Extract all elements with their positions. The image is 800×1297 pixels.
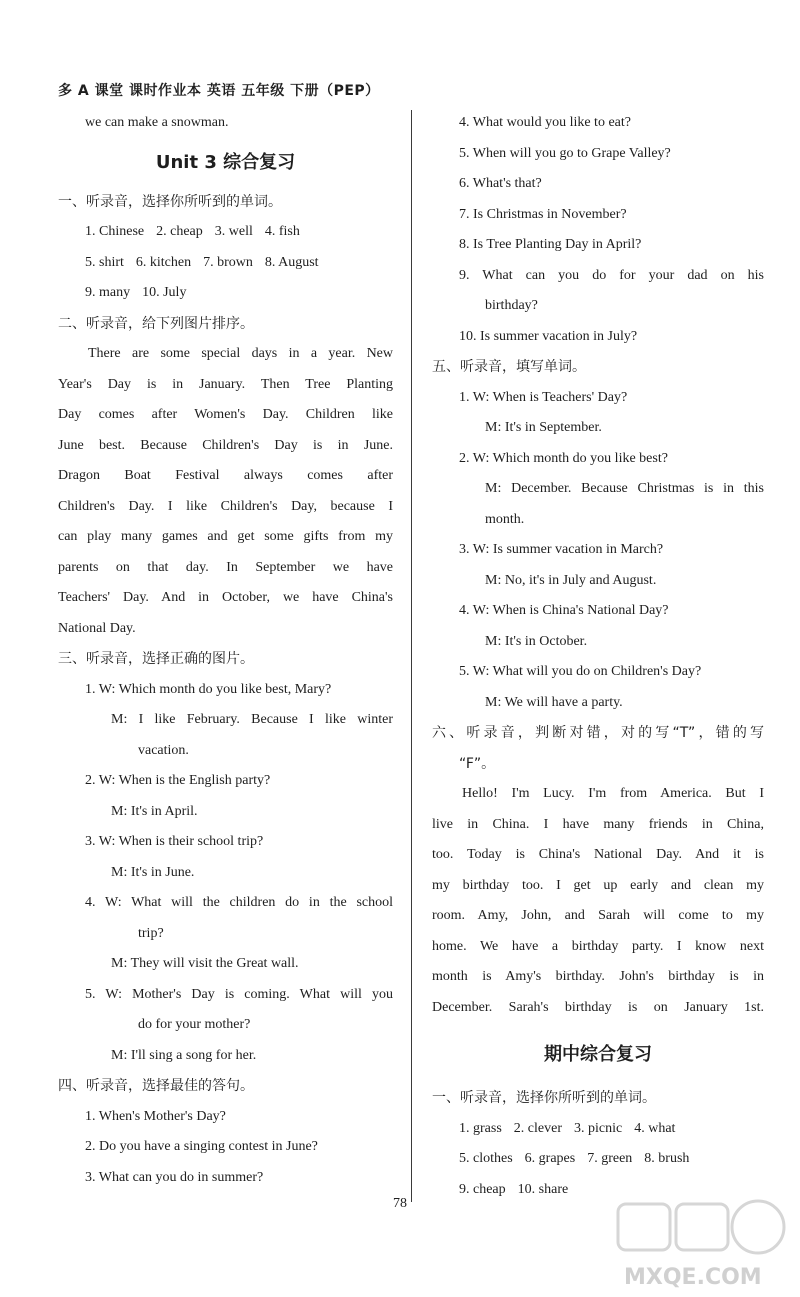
section6-heading: 六、听录音，判断对错，对的写“T”，错的写 <box>432 725 764 741</box>
passage-line: June best. Because Children's Day is in June. <box>58 437 393 453</box>
passage-line: month is Amy's birthday. John's birthday is in <box>432 969 764 984</box>
right-column <box>432 108 764 1205</box>
question-line: 4. What would you like to eat? <box>459 115 631 130</box>
dialogue-line: 4. W: When is China's National Day? <box>459 603 669 618</box>
question-line: 6. What's that? <box>459 176 542 191</box>
dialogue-line: M: It's in October. <box>485 633 588 649</box>
word-row <box>58 248 393 279</box>
passage-line: Children's Day. I like Children's Day, because I <box>58 498 393 514</box>
dialogue-line: M: I like February. Because I like winter <box>111 712 393 727</box>
dialogue-line: trip? <box>138 925 164 941</box>
dialogue-line: 4. W: What will the children do in the school <box>85 895 393 910</box>
word-item: 10. July <box>142 285 187 300</box>
dialogue-line: M: We will have a party. <box>485 694 623 710</box>
section1-heading: 一、听录音，选择你所听到的单词。 <box>58 193 282 210</box>
midterm-section1-heading: 一、听录音，选择你所听到的单词。 <box>432 1090 656 1106</box>
word-item: 7. brown <box>203 254 253 270</box>
dialogue-line: month. <box>485 511 525 527</box>
word-item: 6. kitchen <box>135 254 192 270</box>
passage-line: Dragon Boat Festival always comes after <box>58 468 393 483</box>
word-item: 3. picnic <box>573 1120 623 1136</box>
word-item: 1. Chinese <box>85 224 145 239</box>
word-item: 8. brush <box>644 1151 690 1166</box>
page-header: 多 A 课堂 课时作业本 英语 五年级 下册（PEP） <box>58 83 380 99</box>
dialogue-line: M: December. Because Christmas is in this <box>485 481 764 496</box>
section2-heading: 二、听录音，给下列图片排序。 <box>58 315 254 332</box>
watermark-url: MXQE.COM <box>624 1265 762 1290</box>
dialogue-line: 1. W: Which month do you like best, Mary? <box>85 681 332 697</box>
dialogue-line: 3. W: Is summer vacation in March? <box>459 542 664 557</box>
passage-line: Hello! I'm Lucy. I'm from America. But I <box>462 786 764 801</box>
dialogue-line: M: No, it's in July and August. <box>485 572 657 588</box>
word-item: 10. share <box>517 1181 569 1197</box>
passage-line: room. Amy, John, and Sarah will come to my <box>432 908 764 923</box>
word-item: 2. clever <box>513 1120 562 1136</box>
column-divider <box>411 110 412 1202</box>
passage-line: National Day. <box>58 620 136 636</box>
dialogue-line: vacation. <box>138 742 189 758</box>
question-line: 8. Is Tree Planting Day in April? <box>459 237 642 252</box>
question-line: 5. When will you go to Grape Valley? <box>459 145 671 161</box>
dialogue-line: M: They will visit the Great wall. <box>111 956 299 971</box>
passage-line: parents on that day. In September we have <box>58 559 393 575</box>
question-line: 3. What can you do in summer? <box>85 1169 264 1185</box>
word-item: 6. grapes <box>524 1151 576 1166</box>
passage-line: too. Today is China's National Day. And it is <box>432 847 764 862</box>
dialogue-line: M: It's in June. <box>111 864 195 880</box>
dialogue-line: do for your mother? <box>138 1017 251 1032</box>
passage-line: Day comes after Women's Day. Children like <box>58 407 393 422</box>
word-row <box>58 217 393 248</box>
unit3-title: Unit 3 综合复习 <box>155 151 296 173</box>
question-line: birthday? <box>485 298 538 313</box>
left-column <box>58 108 393 1193</box>
continuation-text: we can make a snowman. <box>85 115 229 130</box>
dialogue-line: M: It's in April. <box>111 803 198 819</box>
passage-line: Year's Day is in January. Then Tree Planting <box>58 376 393 392</box>
word-item: 9. many <box>85 285 131 300</box>
word-item: 2. cheap <box>156 224 203 239</box>
word-item: 3. well <box>214 224 253 239</box>
word-item: 9. cheap <box>459 1181 506 1197</box>
section6-heading-cont: “F”。 <box>459 755 496 772</box>
section4-heading: 四、听录音，选择最佳的答句。 <box>58 1078 254 1094</box>
dialogue-line: 2. W: Which month do you like best? <box>459 450 668 466</box>
dialogue-line: 5. W: Mother's Day is coming. What will you <box>85 986 393 1002</box>
passage-line: can play many games and get some gifts from my <box>58 529 393 544</box>
question-line: 7. Is Christmas in November? <box>459 206 627 222</box>
question-line: 9. What can you do for your dad on his <box>459 267 764 283</box>
question-line: 1. When's Mother's Day? <box>85 1108 226 1124</box>
midterm-title: 期中综合复习 <box>544 1044 652 1065</box>
section5-heading: 五、听录音，填写单词。 <box>432 359 586 375</box>
dialogue-line: M: It's in September. <box>485 420 602 435</box>
word-item: 8. August <box>264 254 319 270</box>
passage-line: my birthday too. I get up early and clean my <box>432 877 764 893</box>
word-item: 7. green <box>587 1151 633 1166</box>
section3-heading: 三、听录音，选择正确的图片。 <box>58 651 254 667</box>
word-item: 4. fish <box>264 224 300 239</box>
word-item: 1. grass <box>459 1120 502 1136</box>
word-row <box>432 1114 764 1145</box>
dialogue-line: 2. W: When is the English party? <box>85 773 271 788</box>
passage-line: December. Sarah's birthday is on January 1st. <box>432 999 764 1015</box>
dialogue-line: 5. W: What will you do on Children's Day? <box>459 664 702 679</box>
question-line: 10. Is summer vacation in July? <box>459 328 638 344</box>
word-item: 5. shirt <box>85 254 124 270</box>
dialogue-line: 3. W: When is their school trip? <box>85 834 264 849</box>
passage-line: home. We have a birthday party. I know next <box>432 938 764 954</box>
question-line: 2. Do you have a singing contest in June? <box>85 1139 318 1154</box>
word-item: 5. clothes <box>459 1151 513 1166</box>
watermark-logo <box>612 1198 792 1293</box>
page-number: 78 <box>393 1196 407 1211</box>
word-row <box>58 278 393 309</box>
passage-line: live in China. I have many friends in China, <box>432 816 764 832</box>
dialogue-line: 1. W: When is Teachers' Day? <box>459 389 628 405</box>
passage-line: There are some special days in a year. New <box>88 346 393 361</box>
word-item: 4. what <box>634 1120 676 1136</box>
dialogue-line: M: I'll sing a song for her. <box>111 1047 257 1063</box>
word-row <box>432 1144 764 1175</box>
passage-line: Teachers' Day. And in October, we have China's <box>58 590 393 605</box>
